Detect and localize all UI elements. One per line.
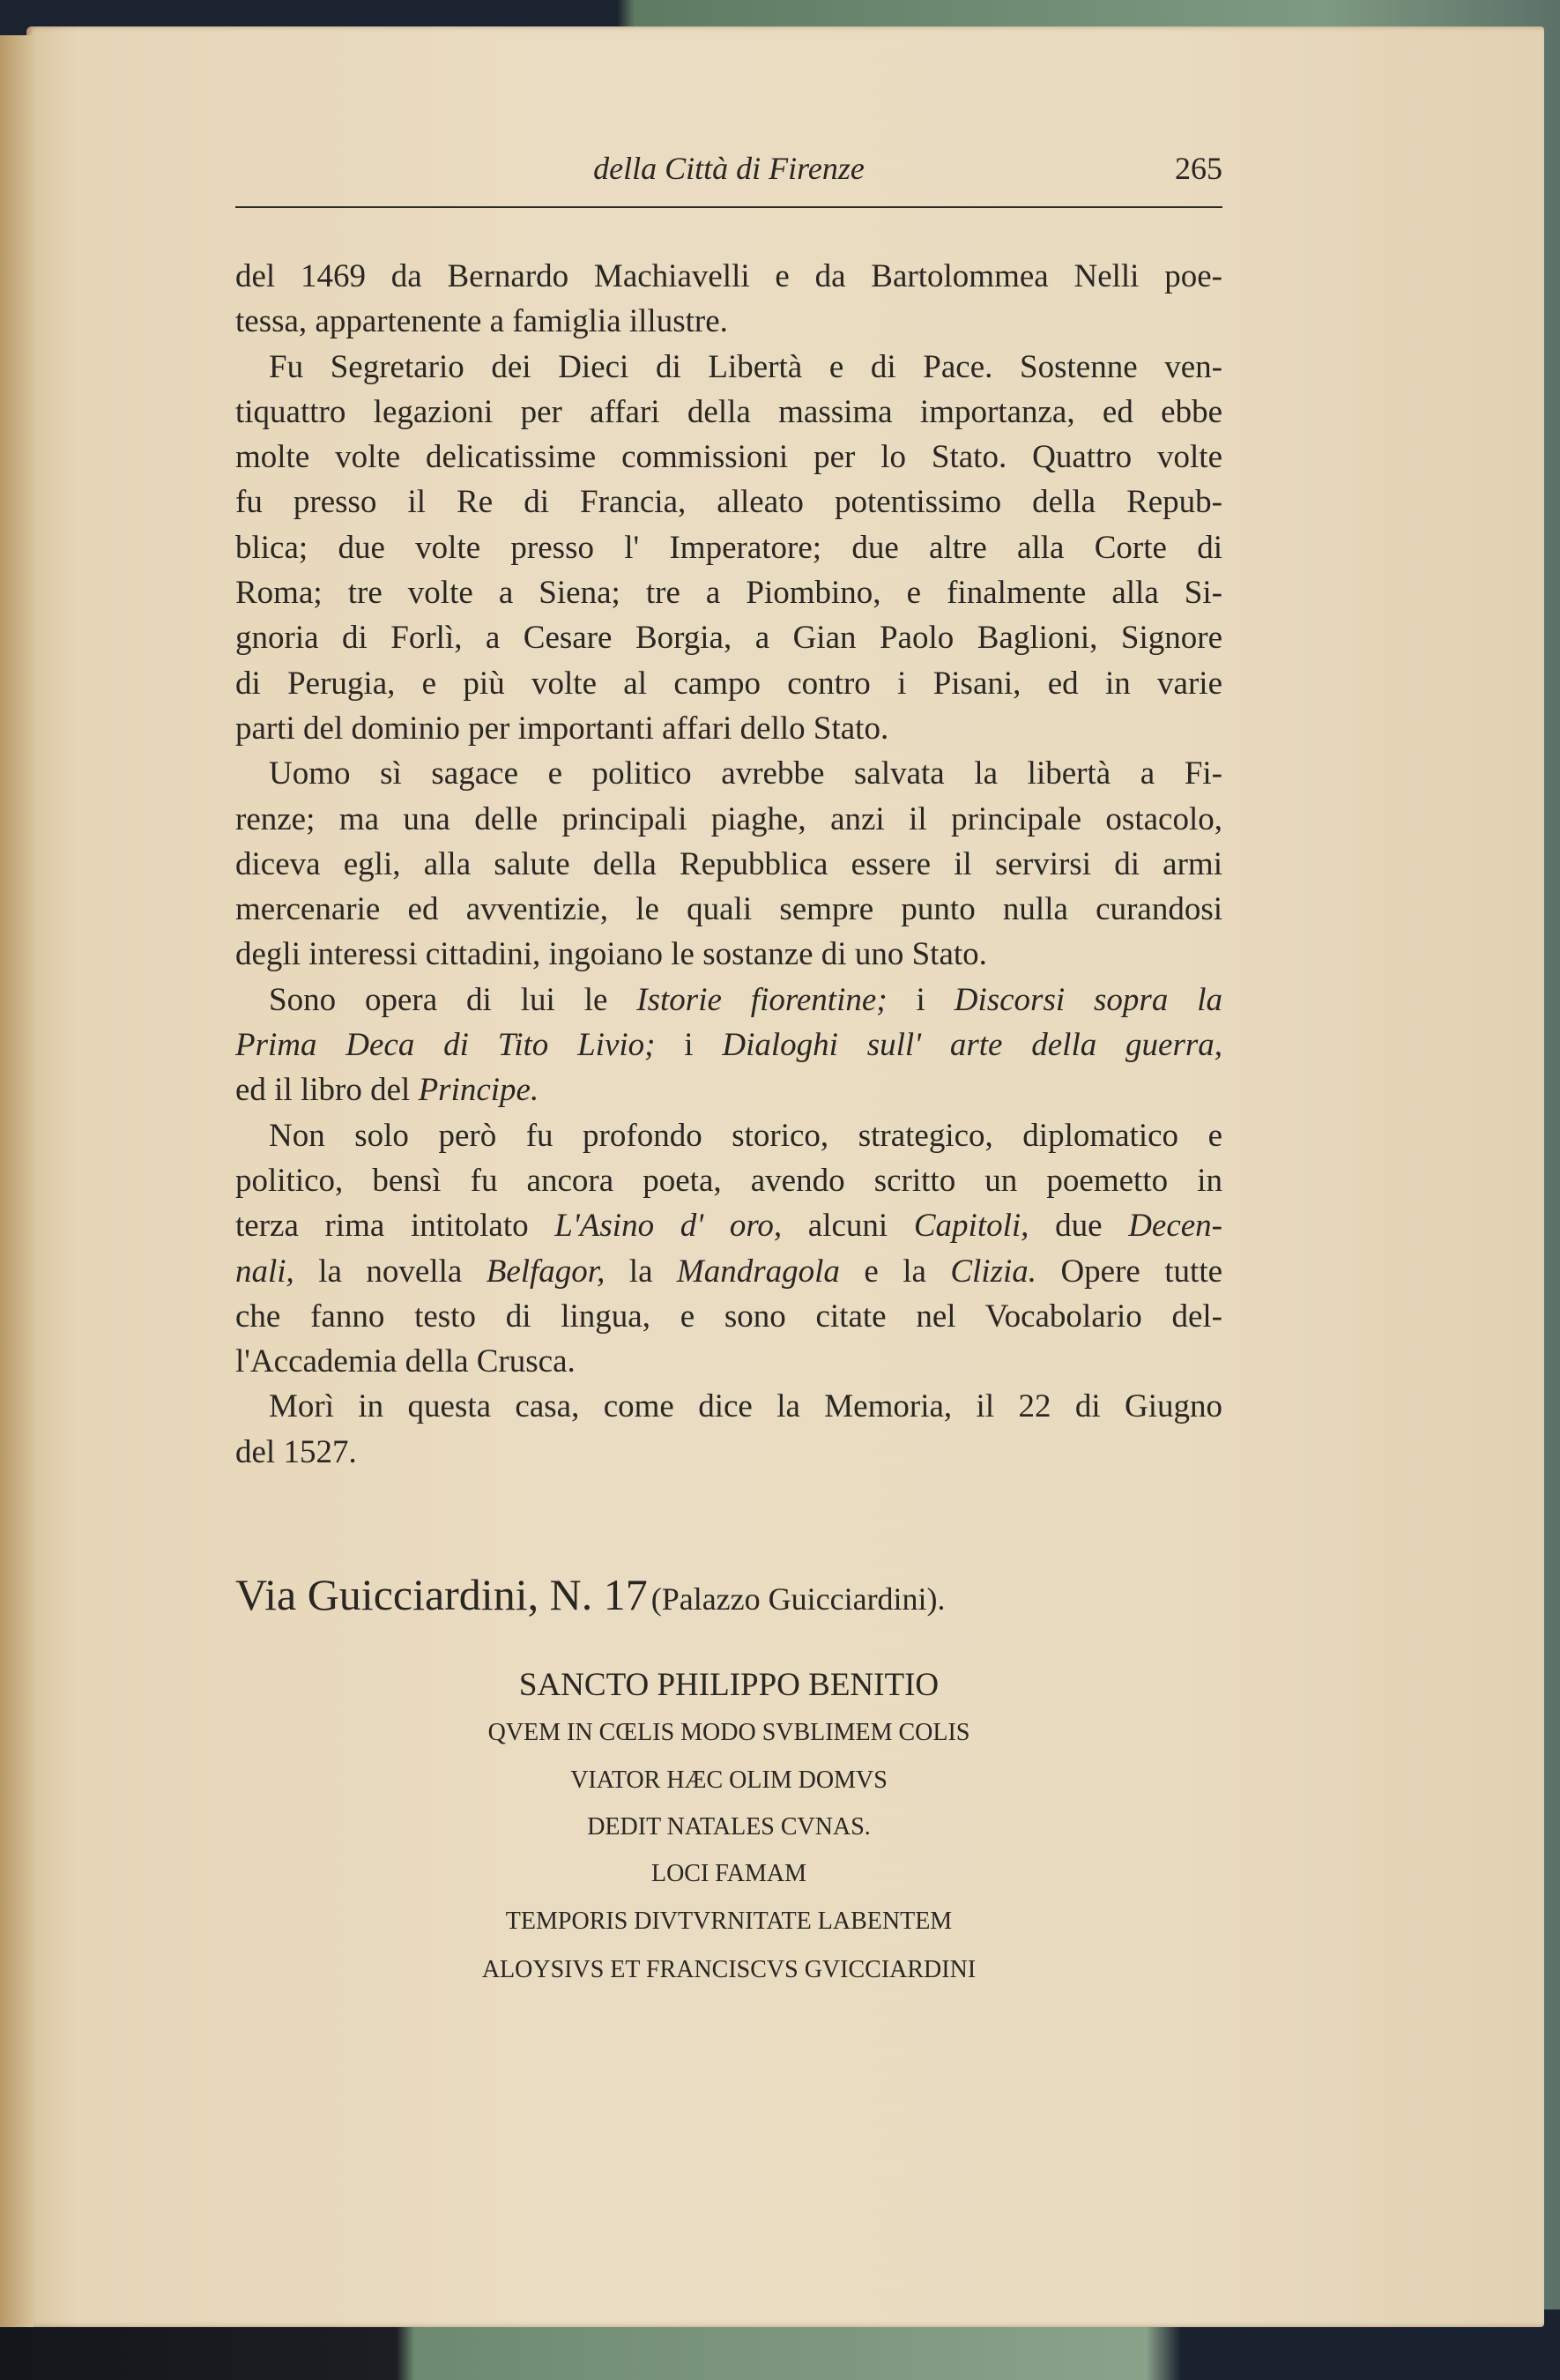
text-line xyxy=(235,661,1222,706)
page-number: 265 xyxy=(1175,151,1222,186)
text-line xyxy=(235,254,1222,299)
page-header xyxy=(235,150,1222,194)
italic-title: Principe. xyxy=(418,1072,539,1109)
running-title: della Città di Firenze xyxy=(593,151,865,186)
text-line xyxy=(235,1339,1222,1384)
italic-title: Prima Deca di Tito Livio; xyxy=(235,1027,656,1064)
inscription-line: ALOYSIVS ET FRANCISCVS GVICCIARDINI xyxy=(481,1956,977,1983)
text-line xyxy=(235,932,1222,977)
text-segment: alcuni xyxy=(782,1208,914,1245)
text-line xyxy=(235,1294,1222,1339)
text-segment: ed il libro del xyxy=(235,1072,419,1109)
italic-title: Mandragola xyxy=(676,1253,840,1290)
text-segment: Roma; tre volte a Siena; tre a Piombino, e finalmente alla Si- xyxy=(235,575,1222,612)
text-segment: renze; ma una delle principali piaghe, anzi il principale ostacolo, xyxy=(235,800,1222,837)
text-segment: terza rima intitolato xyxy=(235,1208,555,1245)
text-line xyxy=(235,842,1222,887)
text-line xyxy=(235,887,1222,932)
section-subtitle: (Palazzo Guicciardini). xyxy=(650,1581,946,1617)
text-line xyxy=(235,345,1222,390)
text-line xyxy=(235,706,1222,751)
text-segment: parti del dominio per importanti affari dello Stato. xyxy=(235,710,889,747)
text-line xyxy=(235,525,1222,570)
text-segment: molte volte delicatissime commissioni per lo Stato. Quattro volte xyxy=(235,439,1222,476)
section-title: Via Guicciardini, N. 17 xyxy=(235,1570,648,1619)
text-line xyxy=(235,615,1222,660)
book-spine-edge xyxy=(0,35,33,2327)
text-line xyxy=(235,797,1222,842)
text-segment: Fu Segretario dei Dieci di Libertà e di Pace. Sostenne ven- xyxy=(269,348,1222,385)
text-line xyxy=(235,435,1222,480)
text-segment: politico, bensì fu ancora poeta, avendo scritto un poemetto in xyxy=(235,1162,1222,1199)
text-segment: l'Accademia della Crusca. xyxy=(235,1343,576,1380)
inscription-line: VIATOR HÆC OLIM DOMVS xyxy=(570,1766,888,1794)
italic-title: L'Asino d' oro, xyxy=(554,1208,783,1245)
text-line xyxy=(235,1384,1222,1429)
text-line xyxy=(235,570,1222,615)
text-line xyxy=(235,1203,1222,1248)
text-segment: gnoria di Forlì, a Cesare Borgia, a Gian Paolo Baglioni, Signore xyxy=(235,620,1222,657)
italic-title: Capitoli, xyxy=(913,1208,1029,1245)
italic-title: nali, xyxy=(235,1253,294,1290)
text-segment: fu presso il Re di Francia, alleato potentissimo della Repub- xyxy=(235,484,1222,521)
text-segment: la xyxy=(605,1253,677,1290)
text-line xyxy=(235,751,1222,796)
header-rule xyxy=(235,206,1222,208)
text-segment: tessa, appartenente a famiglia illustre. xyxy=(235,303,728,340)
text-segment: tiquattro legazioni per affari della massima importanza, ed ebbe xyxy=(235,393,1222,430)
text-segment: di Perugia, e più volte al campo contro i Pisani, ed in varie xyxy=(235,665,1222,702)
text-line xyxy=(235,1113,1222,1158)
text-segment: e la xyxy=(839,1253,951,1290)
text-segment: Opere tutte xyxy=(1036,1253,1223,1290)
text-segment: del 1527. xyxy=(235,1433,357,1470)
text-segment: Sono opera di lui le xyxy=(269,981,637,1018)
text-line xyxy=(235,1430,1222,1475)
text-segment: Non solo però fu profondo storico, strategico, diplomatico e xyxy=(269,1117,1222,1154)
section-heading xyxy=(235,1569,946,1620)
inscription-line: SANCTO PHILIPPO BENITIO xyxy=(518,1667,940,1703)
text-line xyxy=(235,480,1222,524)
text-line xyxy=(235,1067,1222,1112)
inscription-line: TEMPORIS DIVTVRNITATE LABENTEM xyxy=(505,1908,953,1935)
text-line xyxy=(235,978,1222,1023)
italic-title: Istorie fiorentine; xyxy=(636,981,888,1018)
text-segment: diceva egli, alla salute della Repubblica essere il servirsi di armi xyxy=(235,845,1222,882)
text-segment: Uomo sì sagace e politico avrebbe salvata la libertà a Fi- xyxy=(269,755,1222,792)
text-segment: del 1469 da Bernardo Machiavelli e da Bartolommea Nelli poe- xyxy=(235,258,1222,294)
italic-title: Belfagor, xyxy=(486,1253,605,1290)
inscription-line: QVEM IN CŒLIS MODO SVBLIMEM COLIS xyxy=(487,1719,970,1746)
italic-title: Clizia. xyxy=(950,1253,1037,1290)
inscription-line: LOCI FAMAM xyxy=(650,1860,807,1887)
text-segment: blica; due volte presso l' Imperatore; due altre alla Corte di xyxy=(235,529,1222,566)
text-segment: mercenarie ed avventizie, le quali sempre punto nulla curandosi xyxy=(235,891,1222,928)
text-segment: degli interessi cittadini, ingoiano le sostanze di uno Stato. xyxy=(235,936,987,973)
text-line xyxy=(235,1158,1222,1203)
text-segment: la novella xyxy=(293,1253,487,1290)
text-segment: i xyxy=(655,1027,723,1064)
text-segment: due xyxy=(1029,1208,1129,1245)
text-segment: i xyxy=(887,981,955,1018)
body-text xyxy=(235,254,1222,1475)
text-line xyxy=(235,1023,1222,1067)
text-line xyxy=(235,1249,1222,1294)
text-segment: che fanno testo di lingua, e sono citate nel Vocabolario del- xyxy=(235,1298,1222,1335)
italic-title: Dialoghi sull' arte della guerra, xyxy=(722,1027,1223,1064)
italic-title: Discorsi sopra la xyxy=(954,981,1222,1018)
text-line xyxy=(235,390,1222,435)
text-line xyxy=(235,299,1222,344)
inscription-line: DEDIT NATALES CVNAS. xyxy=(587,1813,871,1841)
text-segment: Morì in questa casa, come dice la Memoria, il 22 di Giugno xyxy=(269,1388,1222,1425)
italic-title: Decen- xyxy=(1128,1208,1222,1245)
